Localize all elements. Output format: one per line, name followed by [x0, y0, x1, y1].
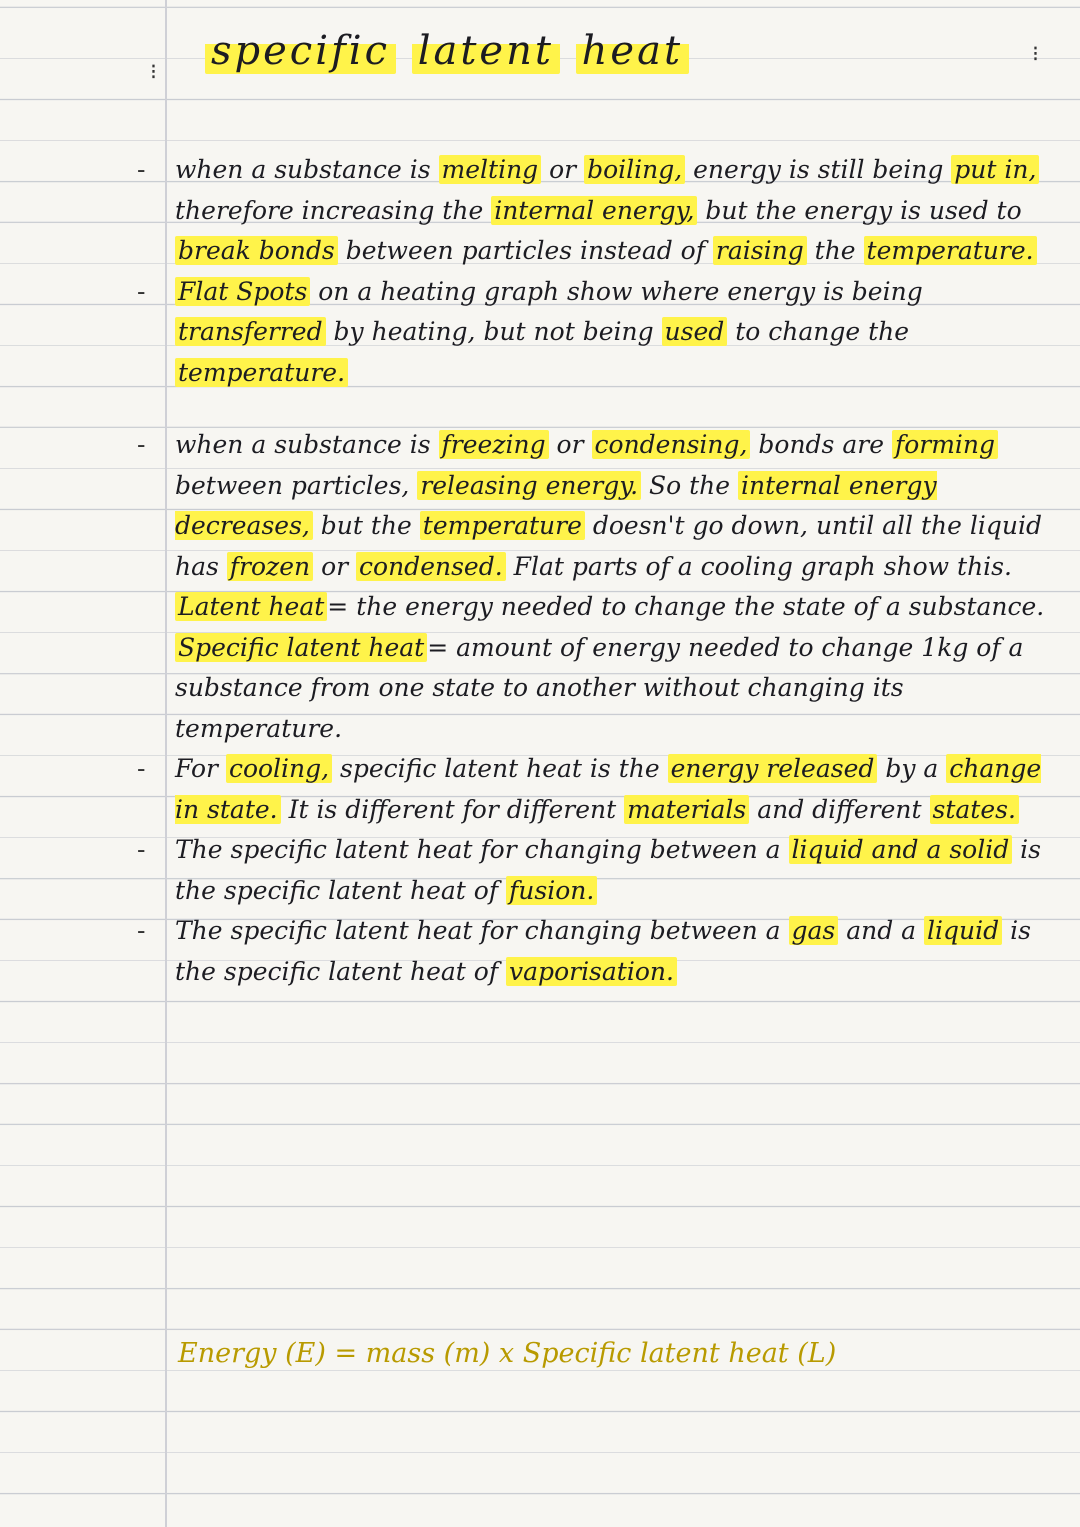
margin-line — [165, 0, 167, 1527]
bullet-item — [137, 830, 1045, 911]
note-text: doesn't go down, until all the liquid has — [175, 511, 1042, 581]
note-text: or — [313, 551, 357, 581]
highlighted-text: raising — [713, 236, 807, 265]
bullet-dash: - — [137, 155, 146, 184]
highlighted-text: Latent heat — [175, 592, 327, 621]
highlighted-text: temperature. — [175, 358, 348, 387]
bullet-dash: - — [137, 754, 146, 783]
note-text: energy is still being — [685, 155, 952, 184]
note-text: by a — [877, 754, 947, 783]
punch-hole-marks-left: ⁝ — [150, 60, 157, 85]
highlighted-text: condensing, — [592, 430, 751, 459]
note-text: between particles instead of — [337, 236, 713, 265]
note-text: is the specific latent heat of — [175, 916, 1031, 986]
title-word: heat — [576, 28, 689, 74]
note-text: or — [548, 430, 592, 459]
note-text: It is different for different — [280, 794, 625, 824]
title-word: specific — [205, 28, 396, 74]
note-text: to change the — [727, 317, 910, 346]
bullet-dash: - — [137, 835, 146, 864]
highlighted-text: Flat Spots — [175, 277, 310, 306]
highlighted-text: liquid and a solid — [789, 835, 1013, 864]
bullet-item — [137, 911, 1045, 992]
note-text: and a — [838, 916, 925, 945]
formula-text: Energy (E) = mass (m) x Specific latent heat (L) — [178, 1338, 837, 1369]
highlighted-text: boiling, — [584, 155, 685, 184]
highlighted-text: materials — [624, 795, 749, 824]
highlighted-text: gas — [789, 916, 839, 945]
bullet-item — [137, 150, 1045, 272]
bullet-item — [137, 425, 1045, 587]
highlighted-text: freezing — [439, 430, 549, 459]
note-text: is the specific latent heat of — [175, 835, 1042, 905]
note-text: specific latent heat is the — [332, 754, 668, 783]
note-text: = the energy needed to change the state of a substance. — [327, 592, 1045, 621]
highlighted-text: used — [662, 317, 728, 346]
highlighted-text: put in, — [951, 155, 1039, 184]
note-text: Flat parts of a cooling graph show this. — [505, 551, 1012, 581]
note-text: on a heating graph show where energy is being — [310, 276, 923, 306]
bullet-dash: - — [137, 430, 146, 459]
bullet-dash: - — [137, 276, 146, 306]
bullet-item — [137, 272, 1045, 394]
highlighted-text: energy released — [668, 754, 878, 783]
highlighted-text: states. — [930, 795, 1019, 824]
highlighted-text: break bonds — [175, 236, 338, 265]
title-word: latent — [412, 28, 560, 74]
highlighted-text: releasing energy. — [417, 471, 641, 500]
highlighted-text: liquid — [924, 916, 1002, 945]
definition-item — [175, 628, 1045, 750]
note-text: = amount of energy needed to change 1kg of a substance from one state to another without changing its temperature. — [175, 632, 1024, 743]
highlighted-text: frozen — [227, 552, 313, 581]
note-text: So the — [641, 470, 738, 500]
note-text: but the — [312, 511, 420, 540]
bullet-list-1 — [137, 150, 1045, 587]
definition-item — [175, 587, 1045, 628]
note-text: and different — [749, 794, 930, 824]
note-text: but the energy is used to — [697, 195, 1022, 225]
highlighted-text: forming — [892, 430, 998, 459]
formula — [178, 1338, 836, 1369]
highlighted-text: Specific latent heat — [175, 633, 427, 662]
bullet-list-2 — [137, 749, 1045, 992]
note-text: between particles, — [175, 470, 418, 500]
note-text: when a substance is — [175, 430, 439, 459]
highlighted-text: melting — [439, 155, 542, 184]
note-text: bonds are — [750, 430, 892, 459]
punch-hole-marks-right: ⁝ — [1032, 42, 1039, 67]
note-text: the — [806, 236, 864, 265]
bullet-dash: - — [137, 916, 146, 945]
highlighted-text: temperature. — [864, 236, 1037, 265]
highlighted-text: transferred — [175, 317, 326, 346]
highlighted-text: internal energy, — [491, 196, 697, 225]
definition-list — [175, 587, 1045, 749]
page-title — [205, 28, 689, 74]
note-text: therefore increasing the — [175, 195, 492, 225]
notes-body — [137, 150, 1045, 992]
highlighted-text: condensed. — [356, 552, 506, 581]
note-text: The specific latent heat for changing between a — [175, 916, 789, 945]
bullet-item — [137, 749, 1045, 830]
highlighted-text: change in state. — [175, 754, 1042, 824]
note-text: For — [175, 754, 226, 783]
note-text: when a substance is — [175, 155, 439, 184]
highlighted-text: vaporisation. — [506, 957, 677, 986]
note-text: or — [541, 155, 585, 184]
note-text: The specific latent heat for changing between a — [175, 835, 789, 864]
note-text: by heating, but not being — [325, 317, 662, 346]
highlighted-text: fusion. — [506, 876, 597, 905]
highlighted-text: cooling, — [226, 754, 332, 783]
highlighted-text: internal energy decreases, — [175, 470, 937, 540]
highlighted-text: temperature — [420, 511, 585, 540]
